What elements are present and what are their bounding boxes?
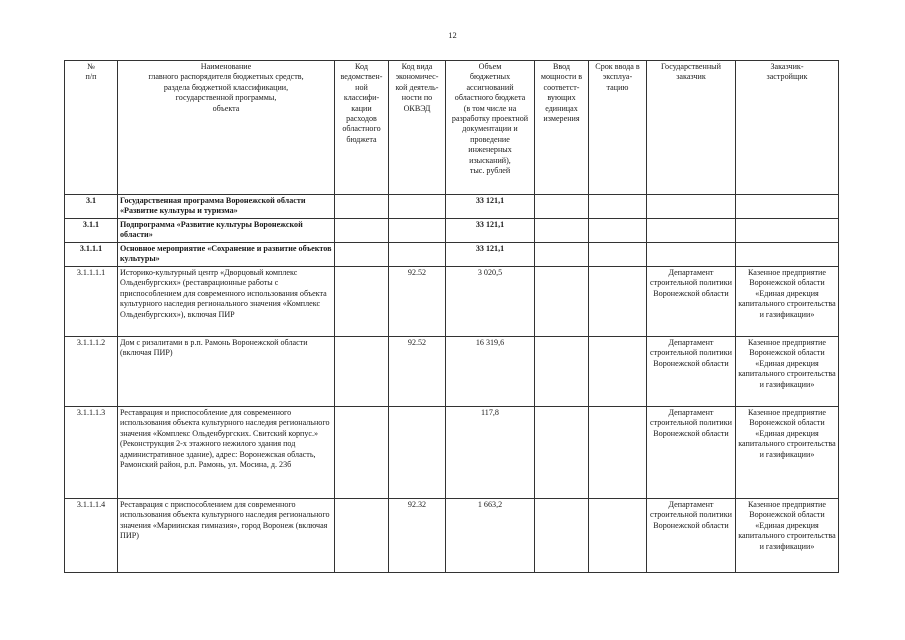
row-okved: 92.52: [389, 337, 446, 407]
row-name: Государственная программа Воронежской области «Развитие культуры и туризма»: [118, 195, 335, 219]
header-num: № п/п: [65, 61, 118, 195]
row-customer: Департамент строительной политики Воронежской области: [647, 337, 736, 407]
row-okved: [389, 219, 446, 243]
header-name: Наименование главного распорядителя бюджетных средств, раздела бюджетной классификации, государственной программы, объекта: [118, 61, 335, 195]
row-dept-code: [335, 219, 389, 243]
row-capacity: [535, 267, 589, 337]
row-dept-code: [335, 407, 389, 499]
row-volume: 33 121,1: [446, 219, 535, 243]
row-num: 3.1.1.1.1: [65, 267, 118, 337]
row-customer: [647, 195, 736, 219]
row-dept-code: [335, 337, 389, 407]
row-developer: Казенное предприятие Воронежской области «Единая дирекция капитального строительства и газификации»: [736, 337, 839, 407]
row-developer: Казенное предприятие Воронежской области «Единая дирекция капитального строительства и газификации»: [736, 267, 839, 337]
header-developer: Заказчик- застройщик: [736, 61, 839, 195]
row-name: Основное мероприятие «Сохранение и развитие объектов культуры»: [118, 243, 335, 267]
row-dept-code: [335, 267, 389, 337]
row-developer: Казенное предприятие Воронежской области «Единая дирекция капитального строительства и газификации»: [736, 499, 839, 573]
table-row: [65, 195, 839, 219]
header-deadline: Срок ввода в эксплуа- тацию: [589, 61, 647, 195]
row-okved: [389, 407, 446, 499]
header-okved: Код вида экономичес- кой деятель- ности по ОКВЭД: [389, 61, 446, 195]
row-name: Реставрация и приспособление для современного использования объекта культурного наследия регионального значения «Комплекс Ольденбургских. Свитский корпус.» (Реконструкция 2-х этажного нежилого здания под административное здание), адрес: Воронежская область, Рамонский район, р.п. Рамонь, ул. Мосина, д. 23б: [118, 407, 335, 499]
row-capacity: [535, 219, 589, 243]
row-okved: [389, 243, 446, 267]
row-capacity: [535, 499, 589, 573]
row-developer: [736, 195, 839, 219]
row-developer: [736, 243, 839, 267]
row-deadline: [589, 499, 647, 573]
table-row: [65, 267, 839, 337]
header-volume: Объем бюджетных ассигнований областного бюджета (в том числе на разработку проектной документации и проведение инженерных изысканий), тыс. рублей: [446, 61, 535, 195]
row-customer: Департамент строительной политики Воронежской области: [647, 499, 736, 573]
row-okved: 92.32: [389, 499, 446, 573]
row-name: Реставрация с приспособлением для современного использования объекта культурного наследия регионального значения «Мариинская гимназия», город Воронеж (включая ПИР): [118, 499, 335, 573]
table-row: [65, 219, 839, 243]
row-num: 3.1.1.1.2: [65, 337, 118, 407]
header-dept-code: Код ведомствен- ной классифи- кации расходов областного бюджета: [335, 61, 389, 195]
row-capacity: [535, 407, 589, 499]
row-volume: 1 663,2: [446, 499, 535, 573]
row-volume: 33 121,1: [446, 243, 535, 267]
row-volume: 16 319,6: [446, 337, 535, 407]
header-customer: Государственный заказчик: [647, 61, 736, 195]
row-deadline: [589, 219, 647, 243]
row-capacity: [535, 243, 589, 267]
header-capacity: Ввод мощности в соответст- вующих единицах измерения: [535, 61, 589, 195]
row-num: 3.1.1: [65, 219, 118, 243]
row-capacity: [535, 337, 589, 407]
row-dept-code: [335, 243, 389, 267]
row-num: 3.1.1.1.4: [65, 499, 118, 573]
row-deadline: [589, 243, 647, 267]
row-okved: 92.52: [389, 267, 446, 337]
row-volume: 3 020,5: [446, 267, 535, 337]
row-capacity: [535, 195, 589, 219]
row-customer: [647, 243, 736, 267]
row-developer: Казенное предприятие Воронежской области «Единая дирекция капитального строительства и газификации»: [736, 407, 839, 499]
row-name: Историко-культурный центр «Дворцовый комплекс Ольденбургских» (реставрационные работы с приспособлением для современного использования объекта культурного наследия регионального значения «Комплекс Ольденбургских»), включая ПИР: [118, 267, 335, 337]
table-row: [65, 407, 839, 499]
row-num: 3.1.1.1.3: [65, 407, 118, 499]
row-num: 3.1.1.1: [65, 243, 118, 267]
row-customer: [647, 219, 736, 243]
row-dept-code: [335, 499, 389, 573]
row-volume: 33 121,1: [446, 195, 535, 219]
capital-investment-table: [64, 60, 839, 573]
row-deadline: [589, 267, 647, 337]
row-num: 3.1: [65, 195, 118, 219]
row-name: Дом с ризалитами в р.п. Рамонь Воронежской области (включая ПИР): [118, 337, 335, 407]
row-deadline: [589, 195, 647, 219]
page-number: 12: [448, 30, 457, 40]
row-deadline: [589, 337, 647, 407]
row-name: Подпрограмма «Развитие культуры Воронежской области»: [118, 219, 335, 243]
row-volume: 117,8: [446, 407, 535, 499]
row-deadline: [589, 407, 647, 499]
row-dept-code: [335, 195, 389, 219]
row-developer: [736, 219, 839, 243]
header-row: [65, 61, 839, 195]
row-okved: [389, 195, 446, 219]
table-row: [65, 499, 839, 573]
row-customer: Департамент строительной политики Воронежской области: [647, 407, 736, 499]
table-row: [65, 243, 839, 267]
row-customer: Департамент строительной политики Воронежской области: [647, 267, 736, 337]
table-row: [65, 337, 839, 407]
